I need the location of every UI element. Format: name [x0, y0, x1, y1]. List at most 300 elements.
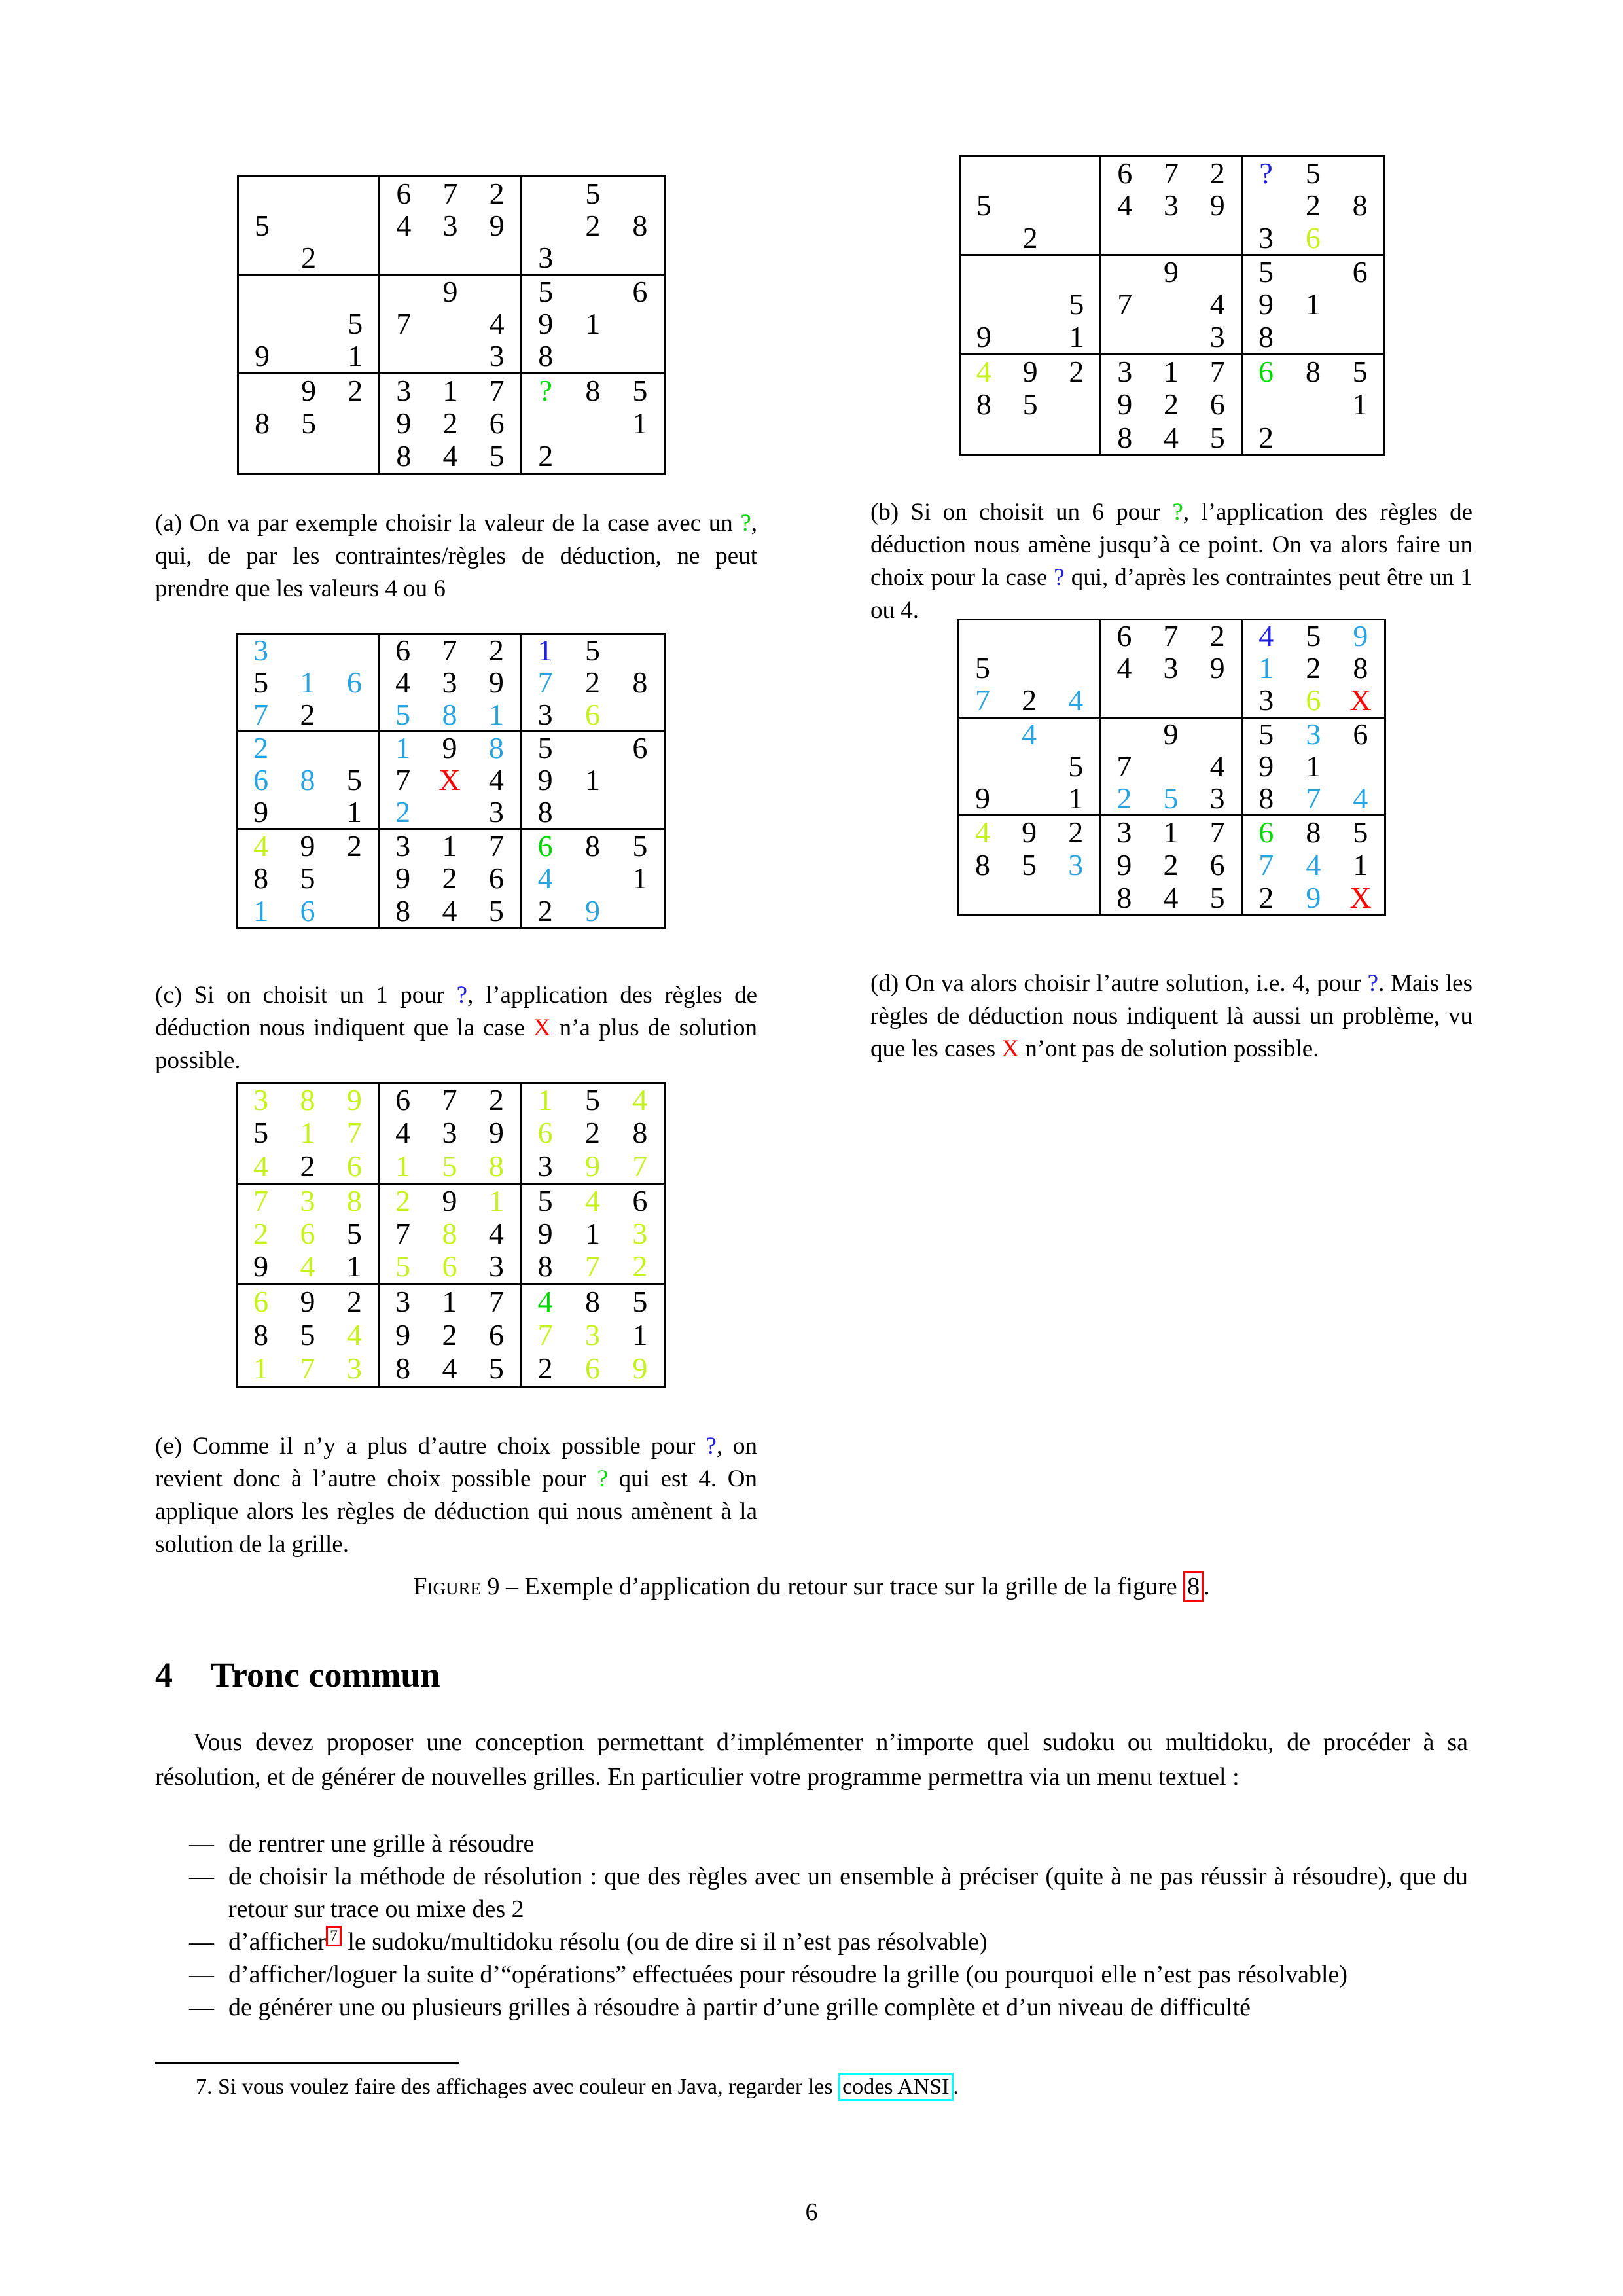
cell-value: 6	[396, 176, 412, 210]
cell-value: 4	[442, 894, 457, 928]
cell-value: 3	[442, 665, 457, 699]
sudoku-cell	[474, 440, 520, 473]
figure9-caption	[155, 1572, 1468, 1601]
sudoku-cell	[616, 796, 664, 828]
sudoku-cell	[959, 685, 1006, 717]
cell-value: 2	[537, 1352, 553, 1386]
sudoku-cell	[238, 1352, 284, 1386]
sudoku-cell	[1290, 751, 1337, 783]
sudoku-cell	[238, 1084, 284, 1117]
sudoku-block	[238, 1285, 380, 1386]
cell-value: 7	[975, 683, 991, 717]
sudoku-cell	[239, 440, 285, 473]
sudoku-cell	[616, 1319, 664, 1352]
sudoku-cell	[473, 732, 520, 764]
cell-value: 6	[584, 697, 600, 731]
caption-e	[155, 1430, 757, 1561]
footnote-rule	[155, 2062, 459, 2064]
sudoku-cell	[427, 407, 473, 440]
sudoku-cell	[1054, 355, 1100, 388]
cell-value: 4	[1022, 717, 1037, 751]
sudoku-cell	[331, 698, 378, 730]
cell-value: 1	[537, 1083, 553, 1117]
text-segment: ?	[740, 510, 751, 537]
sudoku-cell	[1194, 422, 1241, 454]
cell-value: 5	[537, 1183, 553, 1217]
cell-value: 5	[346, 1216, 362, 1250]
cell-value: 8	[585, 373, 601, 407]
cell-value: 1	[632, 406, 648, 440]
sudoku-cell	[1194, 157, 1241, 189]
sudoku-cell	[569, 1352, 616, 1386]
cell-value: 3	[300, 1183, 315, 1217]
cell-value: 9	[1258, 749, 1274, 783]
menu-item	[155, 1926, 1468, 1958]
sudoku-cell	[380, 895, 426, 927]
sudoku-cell	[1289, 355, 1336, 388]
cell-value: 8	[1305, 354, 1321, 388]
sudoku-cell	[285, 374, 332, 407]
sudoku-cell	[1147, 849, 1194, 882]
sudoku-cell	[1289, 189, 1336, 221]
cell-value: 4	[1117, 188, 1133, 223]
sudoku-cell	[616, 895, 664, 927]
sudoku-block	[380, 1185, 522, 1285]
cell-value: 5	[395, 1249, 411, 1283]
sudoku-cell	[1052, 882, 1099, 914]
cell-value: 6	[1352, 255, 1368, 289]
text-segment: ?	[1367, 970, 1379, 997]
text-segment: .	[953, 2075, 959, 2099]
sudoku-block	[1101, 355, 1242, 454]
sudoku-cell	[959, 782, 1006, 814]
sudoku-block	[238, 830, 380, 927]
sudoku-cell	[569, 440, 616, 473]
sudoku-cell	[239, 242, 285, 274]
cell-value: 8	[976, 387, 991, 422]
cell-value: 9	[1306, 881, 1321, 915]
sudoku-cell	[569, 830, 616, 863]
sudoku-cell	[474, 340, 520, 372]
sudoku-cell	[426, 667, 473, 699]
cell-value: 6	[395, 1083, 411, 1117]
sudoku-cell	[1337, 685, 1384, 717]
sudoku-cell	[1337, 882, 1384, 914]
text-segment: n’ont pas de solution possible.	[1019, 1035, 1319, 1062]
sudoku-cell	[332, 340, 378, 372]
sudoku-cell	[331, 895, 378, 927]
cell-value: X	[1349, 881, 1372, 915]
cell-value: 4	[253, 829, 269, 863]
cell-value: 9	[488, 665, 504, 699]
sudoku-cell	[1147, 685, 1194, 717]
cell-value: 7	[584, 1249, 600, 1283]
sudoku-cell	[427, 308, 473, 340]
sudoku-cell	[239, 407, 285, 440]
sudoku-cell	[238, 895, 284, 927]
sudoku-cell	[1052, 849, 1099, 882]
cell-value: 1	[632, 861, 648, 895]
sudoku-cell	[1243, 620, 1290, 653]
sudoku-block	[522, 732, 664, 830]
cell-value: 4	[1163, 420, 1179, 454]
cell-value: 6	[1116, 619, 1132, 653]
text-segment: , l’application des règles de déduction nous indiquent que la case	[155, 982, 758, 1041]
sudoku-cell	[616, 177, 664, 209]
cell-value: 3	[1258, 683, 1274, 717]
cell-value: 9	[632, 1352, 648, 1386]
sudoku-cell	[1336, 422, 1383, 454]
cell-value: 1	[1306, 749, 1321, 783]
cell-value: 6	[1353, 717, 1368, 751]
text-segment: . Mais les règles de déduction nous indiquent là aussi un problème, vu que les cases	[870, 970, 1472, 1062]
sudoku-cell	[1289, 157, 1336, 189]
cell-value: 8	[632, 208, 648, 242]
cell-value: 6	[346, 665, 362, 699]
cell-value: 2	[584, 665, 600, 699]
sudoku-cell	[1147, 620, 1194, 653]
sudoku-cell	[474, 276, 520, 308]
cell-value: 2	[1305, 188, 1321, 223]
cell-value: 5	[1306, 619, 1321, 653]
cell-value: 8	[346, 1183, 362, 1217]
sudoku-cell	[959, 719, 1006, 751]
sudoku-cell	[331, 1217, 378, 1250]
cell-value: 2	[301, 240, 317, 274]
sudoku-cell	[332, 407, 378, 440]
cell-value: 1	[1352, 387, 1368, 422]
sudoku-cell	[380, 1149, 426, 1182]
sudoku-cell	[1243, 653, 1290, 685]
sudoku-cell	[239, 209, 285, 242]
sudoku-cell	[473, 635, 520, 667]
cell-value: 5	[976, 188, 991, 223]
sudoku-cell	[616, 340, 664, 372]
sudoku-cell	[522, 209, 569, 242]
sudoku-cell	[238, 1117, 284, 1149]
sudoku-cell	[284, 698, 330, 730]
text-segment: (a) On va par exemple choisir la valeur de la case avec un	[155, 510, 741, 537]
cell-value: 9	[300, 829, 315, 863]
cell-value: 5	[1352, 354, 1368, 388]
cell-value: 1	[348, 339, 363, 373]
cell-value: 8	[537, 1249, 553, 1283]
text-segment: ?	[1054, 564, 1065, 591]
sudoku-block	[239, 177, 380, 276]
sudoku-cell	[473, 1149, 520, 1182]
sudoku-cell	[331, 1084, 378, 1117]
cell-value: 5	[253, 665, 269, 699]
cell-value: 9	[253, 1249, 269, 1283]
cell-value: 7	[1117, 287, 1133, 321]
sudoku-cell	[1336, 321, 1383, 353]
sudoku-cell	[474, 374, 520, 407]
sudoku-cell	[473, 1117, 520, 1149]
sudoku-cell	[616, 1084, 664, 1117]
link-text[interactable]: codes ANSI	[838, 2073, 953, 2101]
caption-a	[155, 507, 757, 605]
link-text[interactable]: 7	[326, 1926, 342, 1946]
sudoku-cell	[961, 422, 1007, 454]
sudoku-block	[522, 374, 664, 473]
sudoku-cell	[238, 732, 284, 764]
cell-value: 4	[488, 762, 504, 797]
sudoku-cell	[1337, 653, 1384, 685]
cell-value: 6	[1258, 354, 1274, 388]
sudoku-cell	[380, 209, 427, 242]
sudoku-cell	[380, 764, 426, 797]
sudoku-cell	[522, 276, 569, 308]
link-text[interactable]: 8	[1183, 1571, 1204, 1602]
sudoku-cell	[569, 698, 616, 730]
sudoku-cell	[1148, 222, 1194, 254]
sudoku-cell	[1336, 157, 1383, 189]
sudoku-cell	[616, 407, 664, 440]
cell-value: 3	[395, 829, 411, 863]
cell-value: 1	[1163, 354, 1179, 388]
cell-value: 8	[442, 1216, 457, 1250]
cell-value: 9	[1258, 287, 1274, 321]
sudoku-cell	[426, 732, 473, 764]
cell-value: 5	[1068, 749, 1084, 783]
cell-value: 1	[346, 795, 362, 829]
cell-value: 8	[395, 894, 411, 928]
sudoku-cell	[1290, 816, 1337, 849]
sudoku-block	[522, 276, 664, 374]
cell-value: 6	[442, 1249, 457, 1283]
sudoku-cell	[238, 698, 284, 730]
sudoku-cell	[1243, 751, 1290, 783]
cell-value: 2	[1306, 651, 1321, 685]
sudoku-cell	[522, 698, 569, 730]
cell-value: 9	[1117, 387, 1133, 422]
cell-value: 2	[442, 861, 457, 895]
sudoku-cell	[474, 177, 520, 209]
sudoku-cell	[332, 374, 378, 407]
cell-value: 6	[1305, 221, 1321, 255]
sudoku-cell	[961, 157, 1007, 189]
sudoku-cell	[380, 1185, 426, 1217]
cell-value: 9	[537, 762, 553, 797]
cell-value: 5	[1209, 420, 1225, 454]
sudoku-cell	[569, 1117, 616, 1149]
cell-value: 9	[489, 208, 505, 242]
sudoku-cell	[1007, 388, 1054, 421]
sudoku-cell	[1243, 422, 1290, 454]
cell-value: 1	[442, 829, 457, 863]
sudoku-cell	[331, 830, 378, 863]
cell-value: 7	[488, 829, 504, 863]
sudoku-cell	[427, 209, 473, 242]
sudoku-block	[522, 1285, 664, 1386]
menu-item	[155, 1860, 1468, 1926]
sudoku-cell	[1147, 751, 1194, 783]
sudoku-cell	[1147, 882, 1194, 914]
cell-value: 8	[632, 665, 648, 699]
text-segment: (c) Si on choisit un 1 pour	[155, 982, 457, 1009]
cell-value: 3	[346, 1352, 362, 1386]
sudoku-cell	[473, 830, 520, 863]
sudoku-cell	[380, 830, 426, 863]
sudoku-block	[238, 1084, 380, 1185]
sudoku-cell	[238, 830, 284, 863]
sudoku-cell	[1006, 751, 1052, 783]
cell-value: 2	[395, 795, 411, 829]
cell-value: 8	[253, 861, 269, 895]
sudoku-block	[1243, 157, 1383, 256]
sudoku-cell	[427, 440, 473, 473]
sudoku-cell	[1290, 685, 1337, 717]
cell-value: 9	[1163, 717, 1179, 751]
cell-value: 5	[975, 651, 991, 685]
cell-value: 1	[300, 1116, 315, 1150]
sudoku-cell	[1194, 321, 1241, 353]
sudoku-cell	[426, 1185, 473, 1217]
sudoku-cell	[569, 242, 616, 274]
sudoku-cell	[380, 667, 426, 699]
cell-value: 5	[1022, 387, 1038, 422]
cell-value: 5	[1069, 287, 1084, 321]
cell-value: 3	[1068, 848, 1084, 882]
sudoku-cell	[522, 667, 569, 699]
sudoku-cell	[1054, 256, 1100, 288]
sudoku-grid-e	[236, 1082, 666, 1388]
sudoku-cell	[473, 667, 520, 699]
cell-value: 4	[1258, 619, 1274, 653]
sudoku-cell	[473, 1285, 520, 1318]
cell-value: 2	[348, 373, 363, 407]
sudoku-cell	[1101, 289, 1148, 321]
cell-value: 7	[1306, 781, 1321, 815]
cell-value: 4	[1116, 651, 1132, 685]
sudoku-cell	[1007, 222, 1054, 254]
cell-value: 6	[300, 1216, 315, 1250]
cell-value: 4	[395, 1116, 411, 1150]
cell-value: 5	[1353, 816, 1368, 850]
sudoku-cell	[569, 1217, 616, 1250]
sudoku-cell	[522, 1285, 569, 1318]
sudoku-cell	[332, 308, 378, 340]
cell-value: 5	[1022, 848, 1037, 882]
cell-value: 8	[395, 1352, 411, 1386]
cell-value: 8	[300, 762, 315, 797]
cell-value: 3	[1258, 221, 1274, 255]
cell-value: 8	[1353, 651, 1368, 685]
sudoku-cell	[522, 863, 569, 895]
text-segment: de choisir la méthode de résolution : que des règles avec un ensemble à préciser (quite à ne pas réussir à résoudre), que du retour sur trace ou mixe des 2	[228, 1863, 1468, 1923]
cell-value: 7	[442, 1083, 457, 1117]
sudoku-block	[239, 374, 380, 473]
cell-value: 7	[1116, 749, 1132, 783]
cell-value: 2	[489, 176, 505, 210]
cell-value: 4	[396, 208, 412, 242]
cell-value: 6	[488, 861, 504, 895]
sudoku-cell	[380, 796, 426, 828]
section-number: 4	[155, 1655, 173, 1695]
sudoku-cell	[284, 895, 330, 927]
cell-value: 3	[253, 634, 269, 668]
sudoku-cell	[1054, 189, 1100, 221]
sudoku-cell	[1243, 685, 1290, 717]
sudoku-cell	[1148, 256, 1194, 288]
sudoku-cell	[1006, 719, 1052, 751]
cell-value: 7	[442, 176, 458, 210]
cell-value: 4	[1068, 683, 1084, 717]
sudoku-block	[380, 374, 522, 473]
sudoku-cell	[961, 256, 1007, 288]
sudoku-cell	[285, 340, 332, 372]
text-segment: qui, d’après les contraintes peut être un 1 ou 4.	[870, 564, 1472, 624]
text-segment: ?	[456, 982, 468, 1009]
sudoku-cell	[426, 1117, 473, 1149]
sudoku-cell	[284, 1084, 330, 1117]
footnote	[155, 2072, 1468, 2102]
sudoku-cell	[522, 635, 569, 667]
sudoku-cell	[1243, 256, 1290, 288]
cell-value: 5	[301, 406, 317, 440]
cell-value: 3	[396, 373, 412, 407]
cell-value: 5	[346, 762, 362, 797]
cell-value: 5	[348, 306, 363, 340]
sudoku-cell	[569, 635, 616, 667]
sudoku-cell	[1243, 289, 1290, 321]
cell-value: 2	[1258, 881, 1274, 915]
cell-value: 7	[395, 1216, 411, 1250]
sudoku-cell	[1054, 157, 1100, 189]
cell-value: 3	[537, 697, 553, 731]
sudoku-cell	[1243, 355, 1290, 388]
sudoku-cell	[427, 374, 473, 407]
sudoku-cell	[474, 308, 520, 340]
sudoku-cell	[380, 1250, 426, 1283]
cell-value: 9	[1116, 848, 1132, 882]
sudoku-cell	[1243, 321, 1290, 353]
sudoku-cell	[522, 796, 569, 828]
sudoku-cell	[1101, 816, 1147, 849]
sudoku-cell	[522, 308, 569, 340]
cell-value: 5	[1305, 156, 1321, 190]
sudoku-cell	[522, 830, 569, 863]
cell-value: 2	[488, 1083, 504, 1117]
cell-value: 5	[1258, 717, 1274, 751]
sudoku-cell	[331, 863, 378, 895]
sudoku-cell	[380, 1217, 426, 1250]
sudoku-block	[239, 276, 380, 374]
sudoku-cell	[1290, 620, 1337, 653]
cell-value: 9	[346, 1083, 362, 1117]
cell-value: 2	[537, 894, 553, 928]
sudoku-cell	[569, 863, 616, 895]
sudoku-cell	[1290, 849, 1337, 882]
sudoku-cell	[1052, 719, 1099, 751]
cell-value: 8	[255, 406, 270, 440]
cell-value: 4	[975, 816, 991, 850]
cell-value: 5	[488, 894, 504, 928]
sudoku-cell	[522, 1217, 569, 1250]
text-segment: Figure	[413, 1573, 481, 1600]
sudoku-cell	[1337, 620, 1384, 653]
cell-value: 1	[488, 1183, 504, 1217]
sudoku-cell	[522, 764, 569, 797]
cell-value: 3	[395, 1284, 411, 1318]
cell-value: 5	[300, 861, 315, 895]
cell-value: 4	[1209, 749, 1225, 783]
cell-value: 2	[1022, 683, 1037, 717]
sudoku-cell	[616, 209, 664, 242]
cell-value: 2	[346, 1284, 362, 1318]
sudoku-cell	[1194, 719, 1241, 751]
text-segment: de générer une ou plusieurs grilles à résoudre à partir d’une grille complète et d’un niveau de difficulté	[228, 1994, 1251, 2021]
